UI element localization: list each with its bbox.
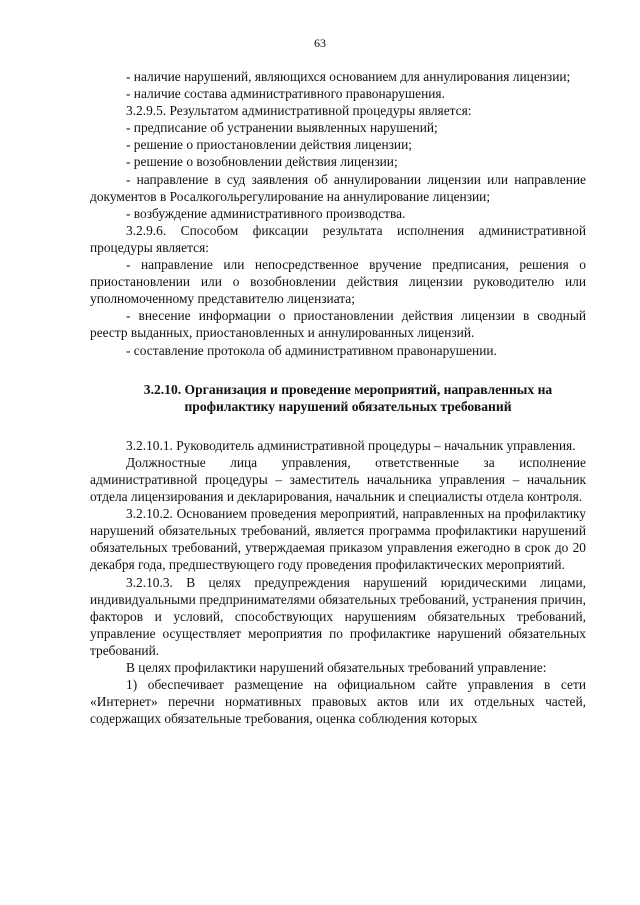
paragraph: 3.2.10.1. Руководитель административной процедуры – начальник управления. <box>126 437 576 453</box>
paragraph: - решение о приостановлении действия лицензии; <box>126 137 412 153</box>
paragraph: - возбуждение административного производства. <box>126 205 406 221</box>
paragraph: 3.2.9.6. Способом фиксации результата исполнения административной процедуры является: <box>90 222 586 255</box>
paragraph: - наличие нарушений, являющихся основанием для аннулирования лицензии; <box>126 69 571 84</box>
page-number: 63 <box>314 36 326 50</box>
paragraph: - внесение информации о приостановлении действия лицензии в сводный реестр выданных, приостановленных и аннулированных лицензий. <box>90 308 586 341</box>
paragraph: - направление или непосредственное вручение предписания, решения о приостановлении или о возобновлении действия лицензии руководителю или уполномоченному представителю лицензиата; <box>90 257 586 307</box>
paragraph: - предписание об устранении выявленных нарушений; <box>126 120 438 136</box>
page-body <box>90 68 586 727</box>
paragraph: - составление протокола об административном правонарушении. <box>126 342 497 358</box>
paragraph: - решение о возобновлении действия лицензии; <box>126 154 398 170</box>
paragraph: - направление в суд заявления об аннулировании лицензии или направление документов в Росалкогольрегулирование на аннулирование лицензии; <box>90 171 586 204</box>
paragraph: В целях профилактики нарушений обязательных требований управление: <box>126 660 547 675</box>
paragraph: 1) обеспечивает размещение на официальном сайте управления в сети «Интернет» перечни нормативных правовых актов или их отдельных частей, содержащих обязательные требования, оценка соблюдения которых <box>90 677 586 727</box>
paragraph: Должностные лица управления, ответственные за исполнение административной процедуры – заместитель начальника управления – начальник отдела лицензирования и декларирования, начальник и специалисты отдела контроля. <box>90 454 586 505</box>
section-heading: 3.2.10. Организация и проведение мероприятий, направленных на профилактику нарушений обязательных требований <box>143 381 553 414</box>
paragraph: 3.2.10.3. В целях предупреждения нарушений юридическими лицами, индивидуальными предпринимателями обязательных требований, устранения причин, факторов и условий, способствующих нарушениям обязательных требований, управление осуществляет мероприятия по профилактике нарушений обязательных требований. <box>90 574 586 658</box>
paragraph: 3.2.9.5. Результатом административной процедуры является: <box>126 103 472 119</box>
paragraph: 3.2.10.2. Основанием проведения мероприятий, направленных на профилактику нарушений обязательных требований, является программа профилактики нарушений обязательных требований, утверждаемая приказом управления ежегодно в срок до 20 декабря года, предшествующего году проведения профилактических мероприятий. <box>90 506 586 573</box>
paragraph: - наличие состава административного правонарушения. <box>126 86 445 102</box>
